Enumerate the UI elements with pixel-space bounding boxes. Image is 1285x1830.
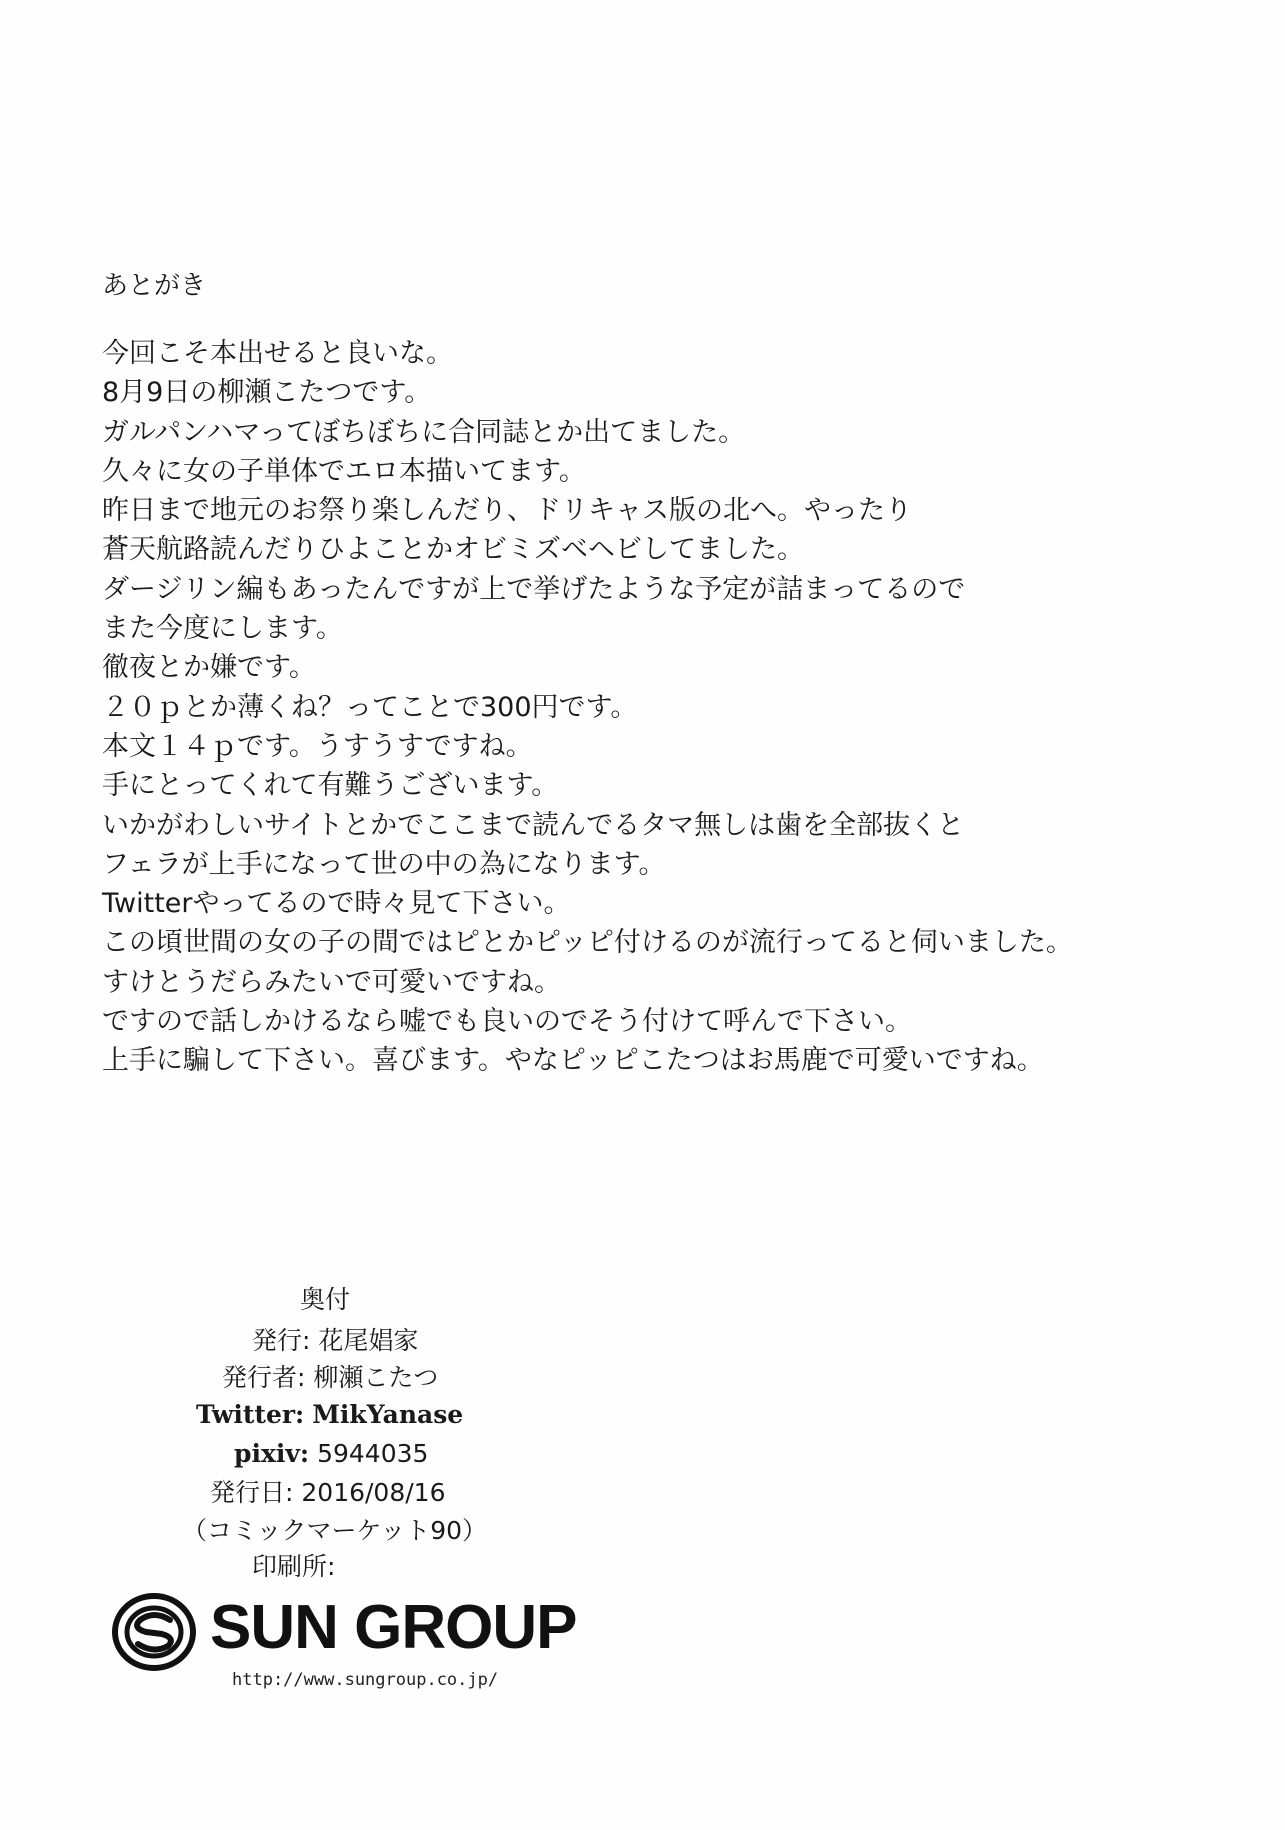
afterword-line: この頃世間の女の子の間ではピとかピッピ付けるのが流行ってると伺いました。 (102, 927, 1073, 959)
afterword-line: また今度にします。 (102, 613, 343, 645)
colophon-publisher (252, 1324, 418, 1358)
afterword-line: 8月9日の柳瀬こたつです。 (102, 377, 432, 409)
afterword-line: 手にとってくれて有難うございます。 (102, 770, 559, 802)
afterword-line: 蒼天航路読んだりひよことかオビミズベヘビしてました。 (102, 534, 804, 566)
afterword-line: ２０ｐとか薄くね？ってことで300円です。 (102, 691, 638, 723)
colophon-pixiv (234, 1437, 428, 1471)
afterword-line: 本文１４ｐです。うすうすですね。 (102, 730, 533, 762)
afterword-line: フェラが上手になって世の中の為になります。 (102, 848, 666, 880)
date-value: 2016/08/16 (301, 1478, 446, 1507)
colophon-twitter (196, 1398, 463, 1432)
afterword-line: 今回こそ本出せると良いな。 (102, 338, 453, 369)
printer-url: http://www.sungroup.co.jp/ (232, 1670, 499, 1690)
colophon-title: 奥付 (300, 1285, 351, 1314)
afterword-line: 上手に騙して下さい。喜びます。やなピッピこたつはお馬鹿で可愛いですね。 (102, 1045, 1044, 1077)
afterword-line: すけとうだらみたいで可愛いですね。 (102, 966, 561, 998)
afterword-line: Twitterやってるので時々見て下さい。 (102, 888, 571, 920)
date-label: 発行日: (210, 1478, 294, 1507)
pixiv-value: 5944035 (317, 1439, 429, 1468)
colophon-printer-label: 印刷所: (252, 1552, 336, 1581)
publisher-value: 花尾娼家 (318, 1326, 419, 1355)
sun-group-logo-icon (112, 1590, 196, 1674)
afterword-body (102, 334, 1073, 1081)
afterword-line: ダージリン編もあったんですが上で挙げたような予定が詰まってるので (102, 573, 966, 605)
afterword-line: いかがわしいサイトとかでここまで読んでるタマ無しは歯を全部抜くと (102, 809, 965, 841)
afterword-line: 久々に女の子単体でエロ本描いてます。 (102, 455, 586, 487)
afterword-line: ガルパンハマってぼちぼちに合同誌とか出てました。 (102, 416, 746, 448)
colophon-date (210, 1476, 445, 1510)
afterword-title: あとがき (102, 271, 207, 301)
twitter-label: Twitter: (196, 1400, 305, 1429)
printer-logo (112, 1588, 592, 1698)
afterword-line: ですので話しかけるなら嘘でも良いのでそう付けて呼んで下さい。 (102, 1006, 912, 1038)
colophon-author (222, 1361, 438, 1395)
publisher-label: 発行: (252, 1326, 311, 1355)
afterword-line: 昨日まで地元のお祭り楽しんだり、ドリキャス版の北へ。やったり (102, 495, 912, 527)
printer-logo-text: SUN GROUP (210, 1593, 577, 1662)
pixiv-label: pixiv: (234, 1439, 310, 1468)
author-value: 柳瀬こたつ (313, 1363, 439, 1392)
twitter-value: MikYanase (312, 1400, 464, 1429)
colophon-event: （コミックマーケット90） (182, 1516, 488, 1545)
author-label: 発行者: (222, 1363, 306, 1392)
afterword-line: 徹夜とか嫌です。 (102, 652, 316, 684)
